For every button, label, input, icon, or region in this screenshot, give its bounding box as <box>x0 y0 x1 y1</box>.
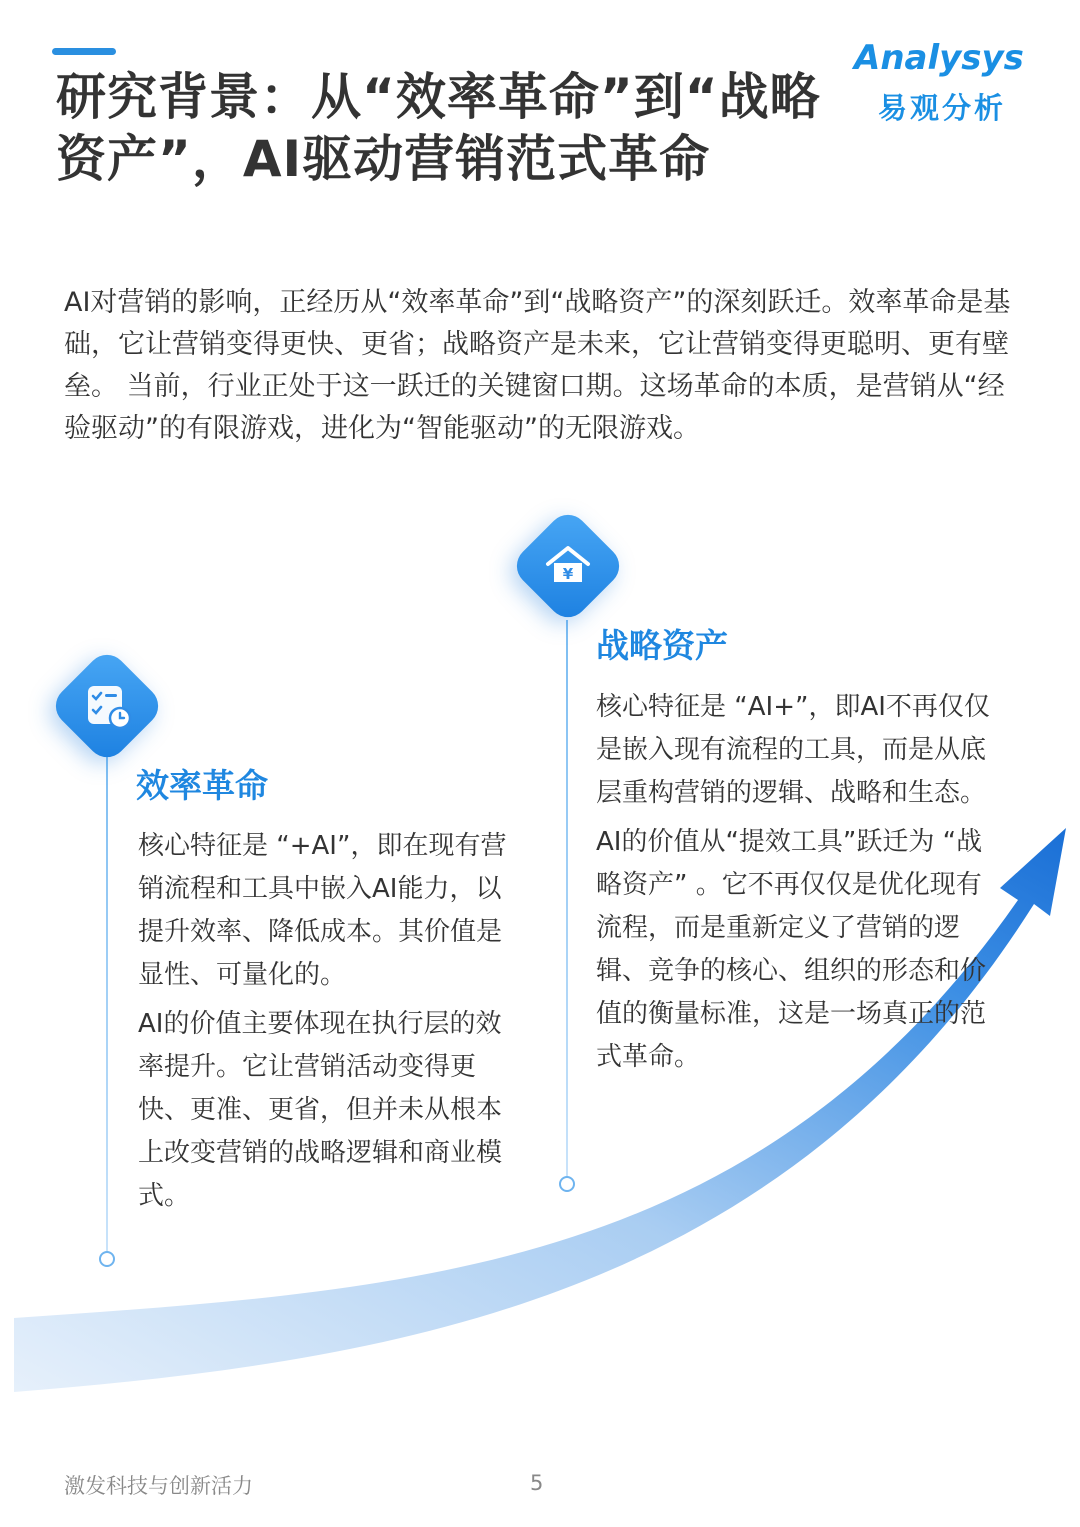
svg-text:¥: ¥ <box>562 565 574 583</box>
house-yuan-icon <box>538 536 598 596</box>
footer-slogan: 激发科技与创新活力 <box>64 1474 253 1498</box>
logo-wordmark: Analysys <box>854 38 1024 78</box>
strategy-paragraph-1: 核心特征是 “AI+”，即AI不再仅仅是嵌入现有流程的工具，而是从底层重构营销的逻辑、战略和生态。 <box>596 692 990 808</box>
strategy-paragraph-2: AI的价值从“提效工具”跃迁为 “战略资产” 。它不再仅仅是优化现有流程，而是重新定义了营销的逻辑、竞争的核心、组织的形态和价值的衡量标准，这是一场真正的范式革命。 <box>596 827 987 1072</box>
checklist-clock-icon <box>78 676 138 736</box>
section-body-strategy <box>596 686 996 1085</box>
timeline-line-efficiency <box>106 740 108 1252</box>
efficiency-paragraph-2: AI的价值主要体现在执行层的效率提升。它让营销活动变得更快、更准、更省，但并未从根本上改变营销的战略逻辑和商业模式。 <box>138 1009 503 1211</box>
section-title-efficiency: 效率革命 <box>136 766 268 805</box>
logo-chinese-name: 易观分析 <box>878 91 1007 125</box>
timeline-line-strategy <box>566 620 568 1178</box>
section-title-strategy: 战略资产 <box>596 626 728 665</box>
efficiency-paragraph-1: 核心特征是 “+AI”，即在现有营销流程和工具中嵌入AI能力，以提升效率、降低成本。其价值是显性、可量化的。 <box>138 831 507 990</box>
section-body-efficiency <box>138 825 518 1224</box>
intro-paragraph: AI对营销的影响，正经历从“效率革命”到“战略资产”的深刻跃迁。效率革命是基础，它让营销变得更快、更省；战略资产是未来，它让营销变得更聪明、更有壁垒。 当前，行业正处于这一跃迁的关键窗口期。这场革命的本质，是营销从“经验驱动”的有限游戏，进化为“智能驱动”的无限游戏。 <box>64 287 1011 444</box>
timeline-end-dot-strategy <box>559 1176 575 1192</box>
page-title: 研究背景：从“效率革命”到“战略资产”，AI驱动营销范式革命 <box>56 68 821 188</box>
page-number: 5 <box>530 1471 544 1495</box>
timeline-end-dot-efficiency <box>99 1251 115 1267</box>
